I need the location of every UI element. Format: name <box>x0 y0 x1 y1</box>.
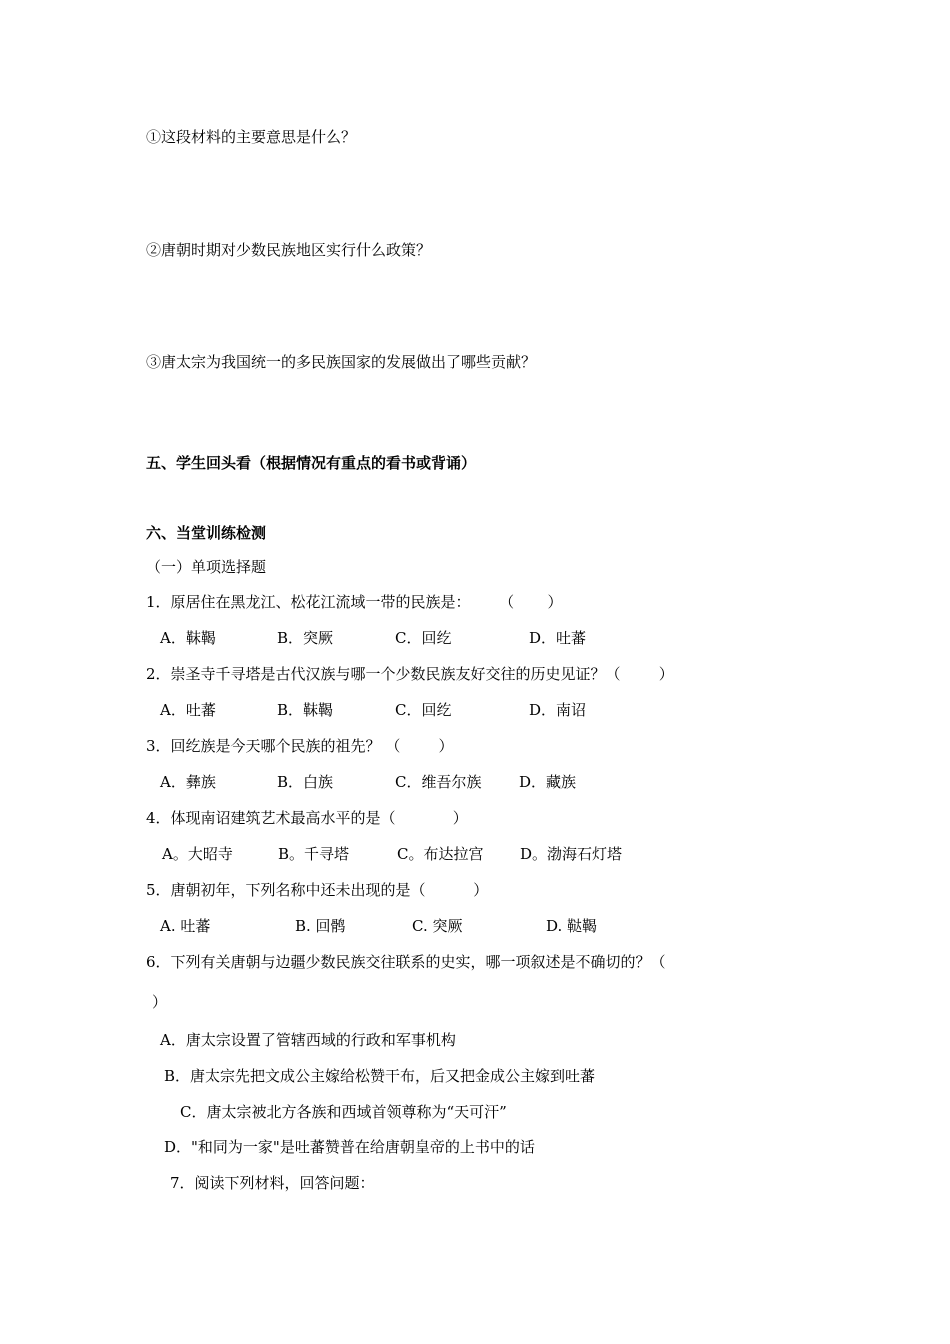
q2-option-b: B．靺鞨 <box>277 701 334 719</box>
q6-option-c: C．唐太宗被北方各族和西域首领尊称为“天可汗” <box>180 1103 507 1121</box>
q6-option-d: D．"和同为一家"是吐蕃赞普在给唐朝皇帝的上书中的话 <box>164 1138 535 1156</box>
q3-option-c: C．维吾尔族 <box>395 773 482 791</box>
q4-option-c: C。布达拉宫 <box>397 845 484 863</box>
q6-option-b: B．唐太宗先把文成公主嫁给松赞干布，后又把金成公主嫁到吐蕃 <box>164 1067 596 1085</box>
section5-title: 五、学生回头看（根据情况有重点的看书或背诵） <box>146 454 477 472</box>
q3-option-b: B．白族 <box>277 773 334 791</box>
q3-stem: 3．回纥族是今天哪个民族的祖先？ （ ） <box>146 737 454 755</box>
subsection-title: （一）单项选择题 <box>146 558 267 576</box>
q1-option-a: A．靺鞨 <box>160 629 216 647</box>
question-intro-3: ③唐太宗为我国统一的多民族国家的发展做出了哪些贡献？ <box>146 353 537 371</box>
q6-stem: 6．下列有关唐朝与边疆少数民族交往联系的史实，哪一项叙述是不确切的？（ <box>146 953 666 971</box>
q3-option-a: A．彝族 <box>160 773 216 791</box>
q5-option-c: C. 突厥 <box>412 917 463 935</box>
q5-option-b: B. 回鹘 <box>295 917 346 935</box>
q7-stem: 7．阅读下列材料，回答问题： <box>170 1174 375 1192</box>
q2-stem: 2．崇圣寺千寻塔是古代汉族与哪一个少数民族友好交往的历史见证？（ ） <box>146 665 674 683</box>
q4-option-b: B。千寻塔 <box>278 845 350 863</box>
q4-option-d: D。渤海石灯塔 <box>520 845 623 863</box>
q1-option-d: D．吐蕃 <box>529 629 587 647</box>
q3-option-d: D．藏族 <box>519 773 577 791</box>
q1-stem: 1．原居住在黑龙江、松花江流域一带的民族是： （ ） <box>146 593 563 611</box>
q4-stem: 4．体现南诏建筑艺术最高水平的是（ ） <box>146 809 468 827</box>
q5-option-d: D. 鞑鞨 <box>546 917 598 935</box>
q6-stem-continuation: ） <box>152 993 168 1011</box>
question-intro-2: ②唐朝时期对少数民族地区实行什么政策？ <box>146 241 432 259</box>
q1-option-c: C．回纥 <box>395 629 452 647</box>
q1-option-b: B．突厥 <box>277 629 334 647</box>
q6-option-a: A．唐太宗设置了管辖西域的行政和军事机构 <box>160 1031 456 1049</box>
q5-option-a: A. 吐蕃 <box>160 917 211 935</box>
q2-option-a: A．吐蕃 <box>160 701 216 719</box>
section6-title: 六、当堂训练检测 <box>146 524 267 542</box>
q4-option-a: A。大昭寺 <box>162 845 233 863</box>
q2-option-c: C．回纥 <box>395 701 452 719</box>
question-intro-1: ①这段材料的主要意思是什么？ <box>146 128 357 146</box>
q5-stem: 5．唐朝初年，下列名称中还未出现的是（ ） <box>146 881 489 899</box>
q2-option-d: D．南诏 <box>529 701 587 719</box>
